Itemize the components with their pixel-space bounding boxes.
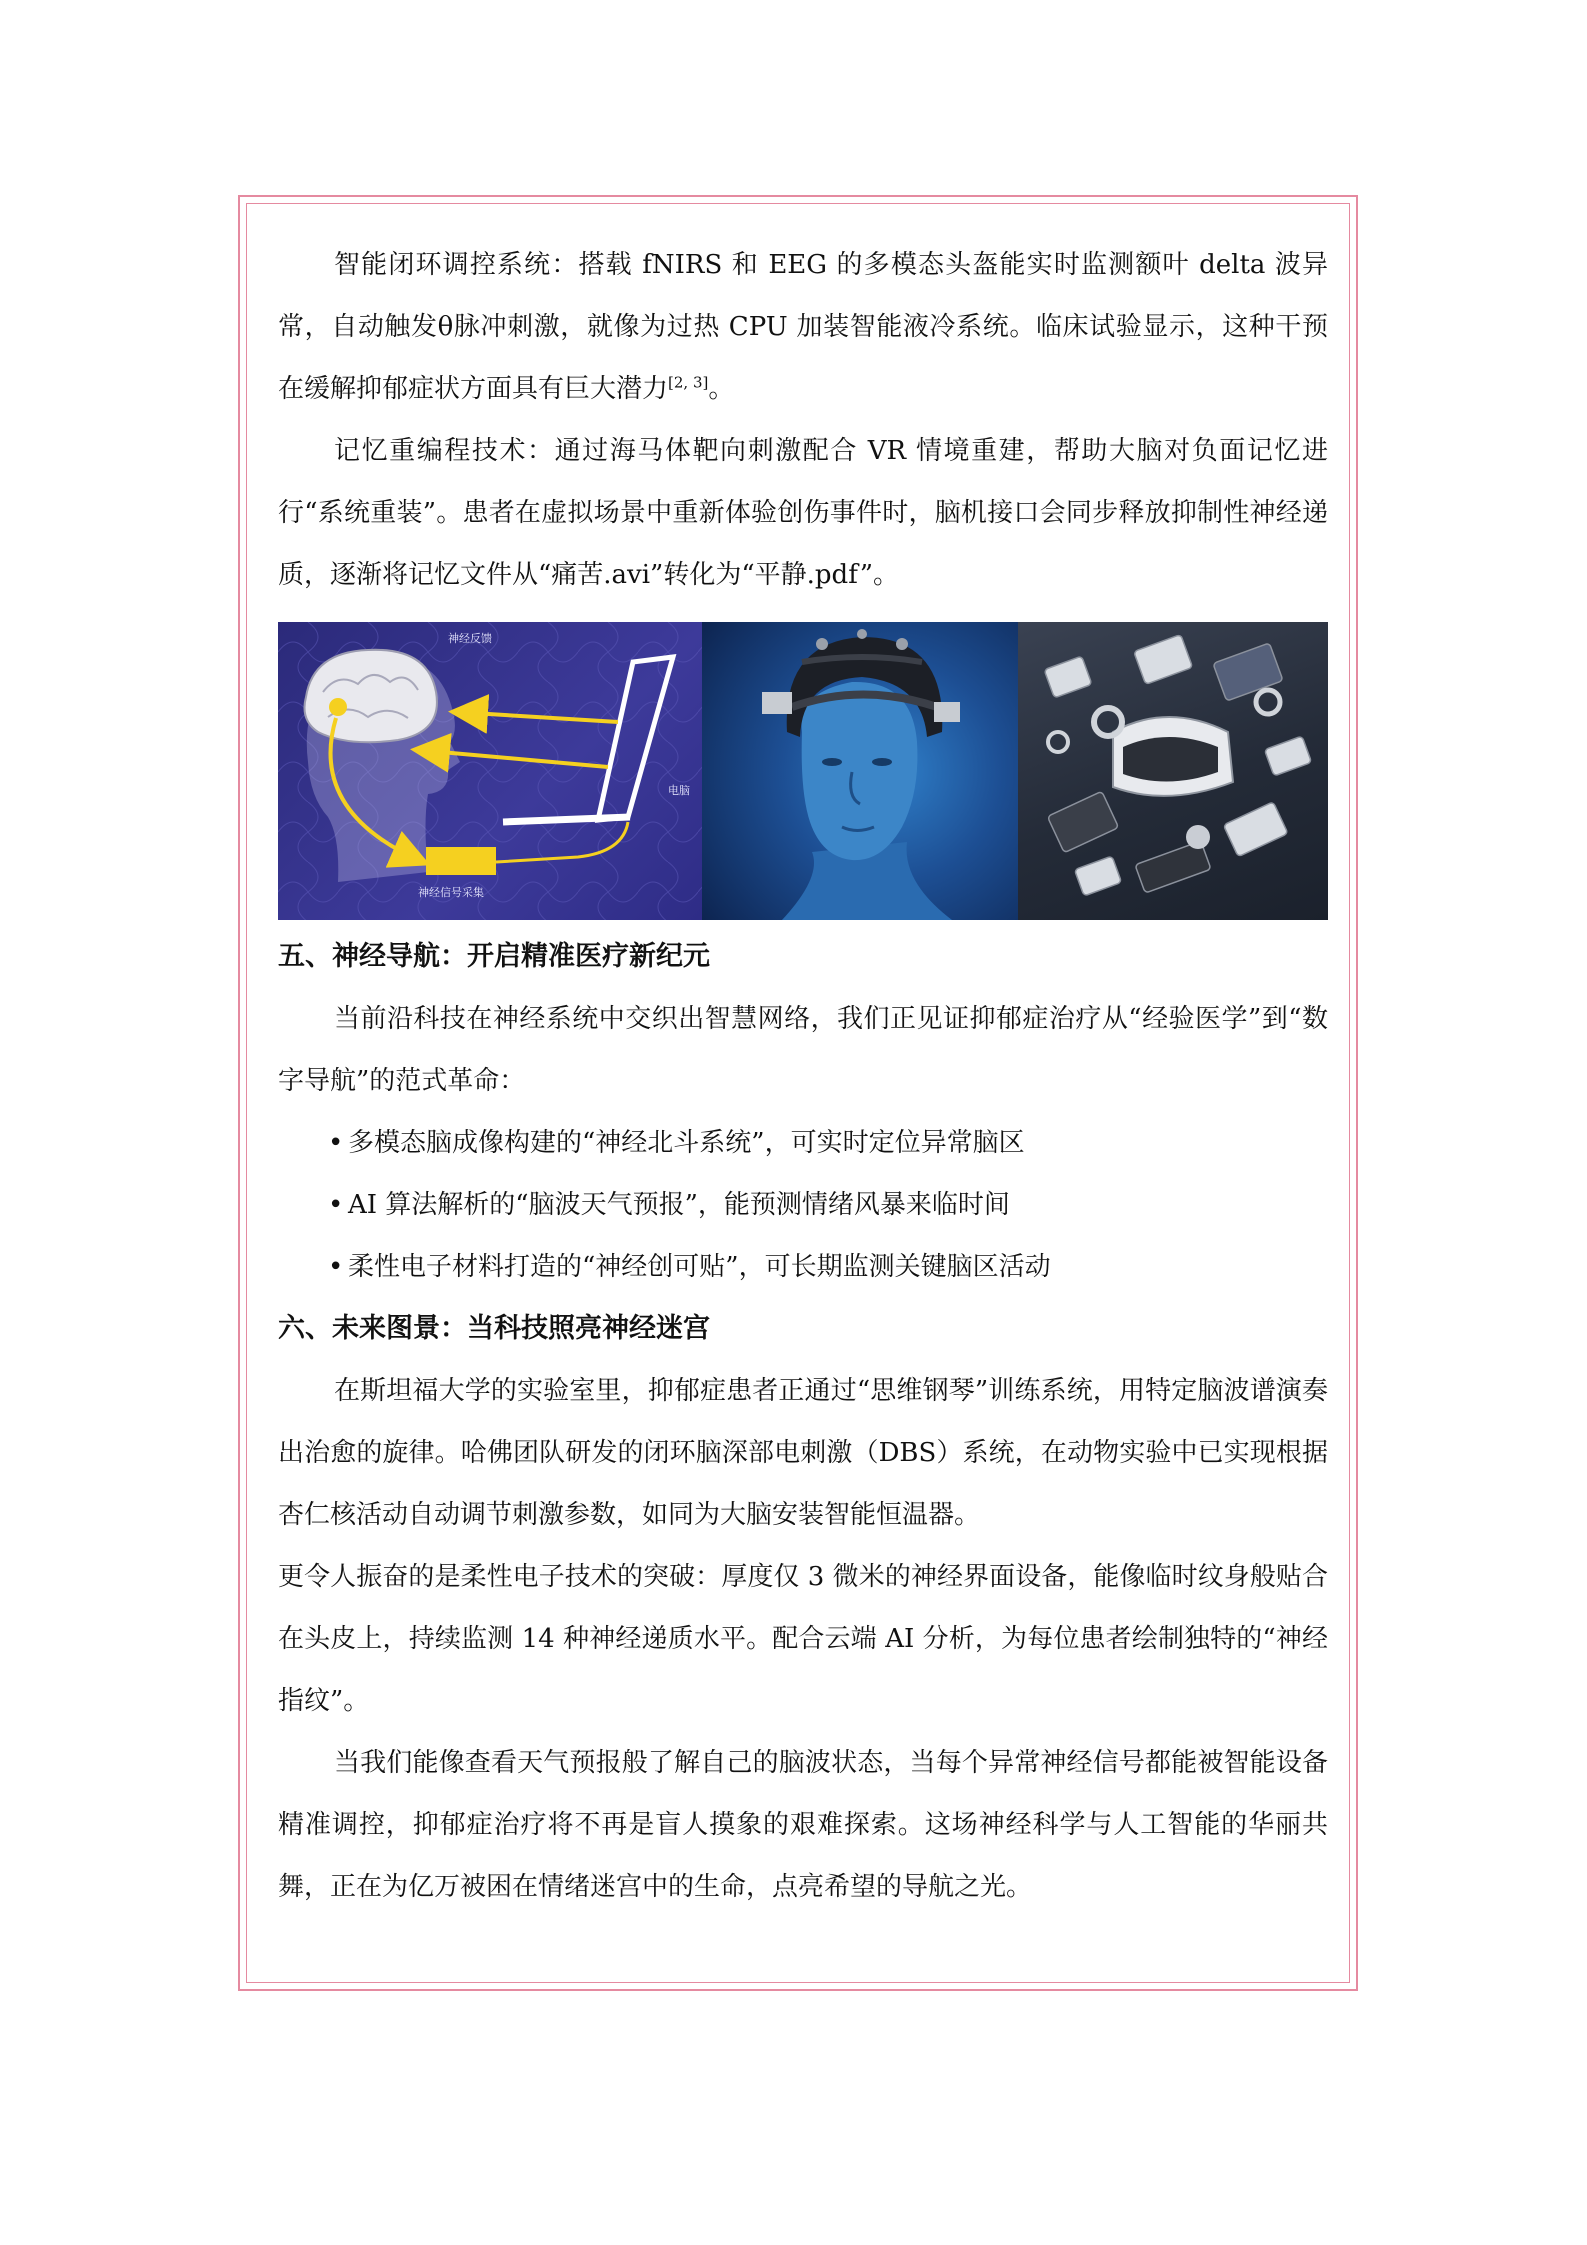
paragraph-conclusion: 当我们能像查看天气预报般了解自己的脑波状态，当每个异常神经信号都能被智能设备精准调控，抑郁症治疗将不再是盲人摸象的艰难探索。这场神经科学与人工智能的华丽共舞，正在为亿万被困在情绪迷宫中的生命，点亮希望的导航之光。 [278,1748,1328,1902]
neurofeedback-diagram-image [278,622,702,920]
paragraph-memory-reprogramming: 记忆重编程技术：通过海马体靶向刺激配合 VR 情境重建，帮助大脑对负面记忆进行“系统重装”。患者在虚拟场景中重新体验创伤事件时，脑机接口会同步释放抑制性神经递质，逐渐将记忆文件从“痛苦.avi”转化为“平静.pdf”。 [278,436,1328,590]
eeg-helmet-photo [702,622,1018,920]
section-heading-future-vision: 六、未来图景：当科技照亮神经迷宫 [278,1313,710,1344]
list-item: • 柔性电子材料打造的“神经创可贴”，可长期监测关键脑区活动 [328,1236,1328,1298]
paragraph-stanford: 在斯坦福大学的实验室里，抑郁症患者正通过“思维钢琴”训练系统，用特定脑波谱演奏出治愈的旋律。哈佛团队研发的闭环脑深部电刺激（DBS）系统，在动物实验中已实现根据杏仁核活动自动调节刺激参数，如同为大脑安装智能恒温器。 [278,1376,1328,1530]
label-neurofeedback: 神经反馈 [448,632,492,645]
label-signal-collection: 神经信号采集 [418,886,484,899]
article-content [278,234,1328,1918]
section-heading-neural-navigation: 五、神经导航：开启精准医疗新纪元 [278,941,710,972]
citation-ref: [2, 3] [668,373,709,392]
paragraph-section5-intro: 当前沿科技在神经系统中交织出智慧网络，我们正见证抑郁症治疗从“经验医学”到“数字导航”的范式革命： [278,1004,1328,1096]
list-item: • AI 算法解析的“脑波天气预报”，能预测情绪风暴来临时间 [328,1174,1328,1236]
bullet-list [278,1112,1328,1298]
figure-strip [278,622,1328,920]
label-computer: 电脑 [668,784,690,797]
wearable-devices-illustration [1018,622,1328,920]
list-item: • 多模态脑成像构建的“神经北斗系统”，可实时定位异常脑区 [328,1112,1328,1174]
paragraph-closed-loop: 智能闭环调控系统：搭载 fNIRS 和 EEG 的多模态头盔能实时监测额叶 delta 波异常，自动触发θ脉冲刺激，就像为过热 CPU 加装智能液冷系统。临床试验显示，这种干预在缓解抑郁症状方面具有巨大潜力[2, 3]。 [278,250,1328,404]
paragraph-flexible-electronics: 更令人振奋的是柔性电子技术的突破：厚度仅 3 微米的神经界面设备，能像临时纹身般贴合在头皮上，持续监测 14 种神经递质水平。配合云端 AI 分析，为每位患者绘制独特的“神经指纹”。 [278,1562,1328,1716]
